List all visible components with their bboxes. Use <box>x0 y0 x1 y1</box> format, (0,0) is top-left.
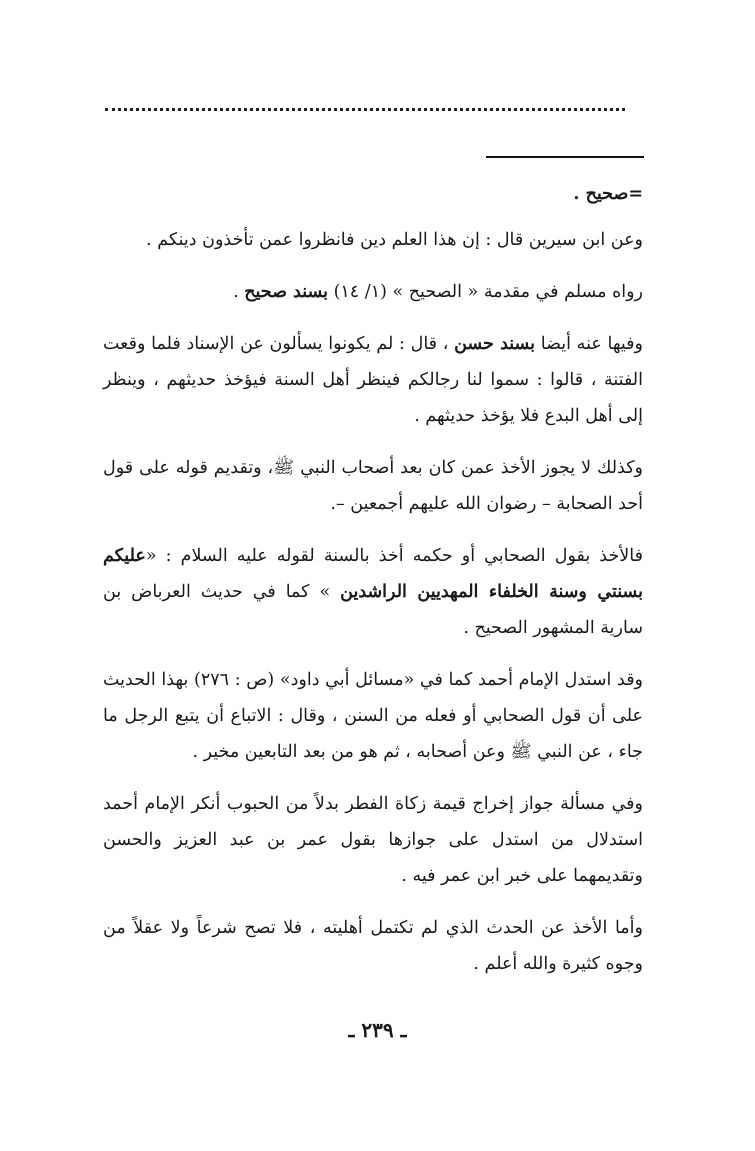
hadith-source: » كما في حديث العرباض بن سارية المشهور الصحيح . <box>103 582 643 638</box>
paragraph-imam-ahmad: وقد استدل الإمام أحمد كما في «مسائل أبي داود» (ص : ٢٧٦) بهذا الحديث على أن قول الصحابي أو فعله من السنن ، وقال : الاتباع أن يتبع الرجل ما جاء ، عن النبي ﷺ وعن أصحابه ، ثم هو من بعد التابعين مخير . <box>103 670 644 762</box>
paragraph-zakat: وفي مسألة جواز إخراج قيمة زكاة الفطر بدلاً من الحبوب أنكر الإمام أحمد استدلال من استدل على جوازها بقول عمر بن عبد العزيز والحسن وتقديمهما على خبر ابن عمر فيه . <box>103 794 643 886</box>
paragraph-sunnah-hadith <box>103 538 643 646</box>
page-number: ـ ٢٣٩ ـ <box>348 1018 407 1042</box>
paragraph-companions: وكذلك لا يجوز الأخذ عمن كان بعد أصحاب النبي ﷺ، وتقديم قوله على قول أحد الصحابة – رضوان الله عليهم أجمعين –. <box>103 458 643 514</box>
dotted-separator <box>105 108 625 111</box>
paragraph-muslim-reference <box>103 274 643 310</box>
continuation-line: =صحيح . <box>573 184 643 204</box>
paragraph-conclusion: وأما الأخذ عن الحدث الذي لم تكتمل أهليته ، فلا تصح شرعاً ولا عقلاً من وجوه كثيرة والله أعلم . <box>103 918 643 974</box>
footnote-rule <box>486 156 644 158</box>
sanad-sahih: بسند صحيح <box>244 282 329 302</box>
muslim-text: رواه مسلم في مقدمة « الصحيح » (١/ ١٤) <box>328 282 643 302</box>
paragraph-isnad <box>103 326 643 434</box>
isnad-start: وفيها عنه أيضا <box>535 334 643 354</box>
isnad-rest: ، قال : لم يكونوا يسألون عن الإسناد فلما وقعت الفتنة ، قالوا : سموا لنا رجالكم فينظر أهل السنة فيؤخذ حديثهم ، وينظر إلى أهل البدع فلا يؤخذ حديثهم . <box>103 334 643 426</box>
sanad-hasan: بسند حسن <box>454 334 536 354</box>
muslim-end: . <box>233 282 245 302</box>
paragraph-ibn-sirin: وعن ابن سيرين قال : إن هذا العلم دين فانظروا عمن تأخذون دينكم . <box>146 230 643 250</box>
hadith-text: عليكم بسنتي وسنة الخلفاء المهديين الراشدين <box>103 546 644 602</box>
body-text <box>103 176 643 998</box>
hadith-intro: فالأخذ بقول الصحابي أو حكمه أخذ بالسنة لقوله عليه السلام : « <box>145 546 643 566</box>
